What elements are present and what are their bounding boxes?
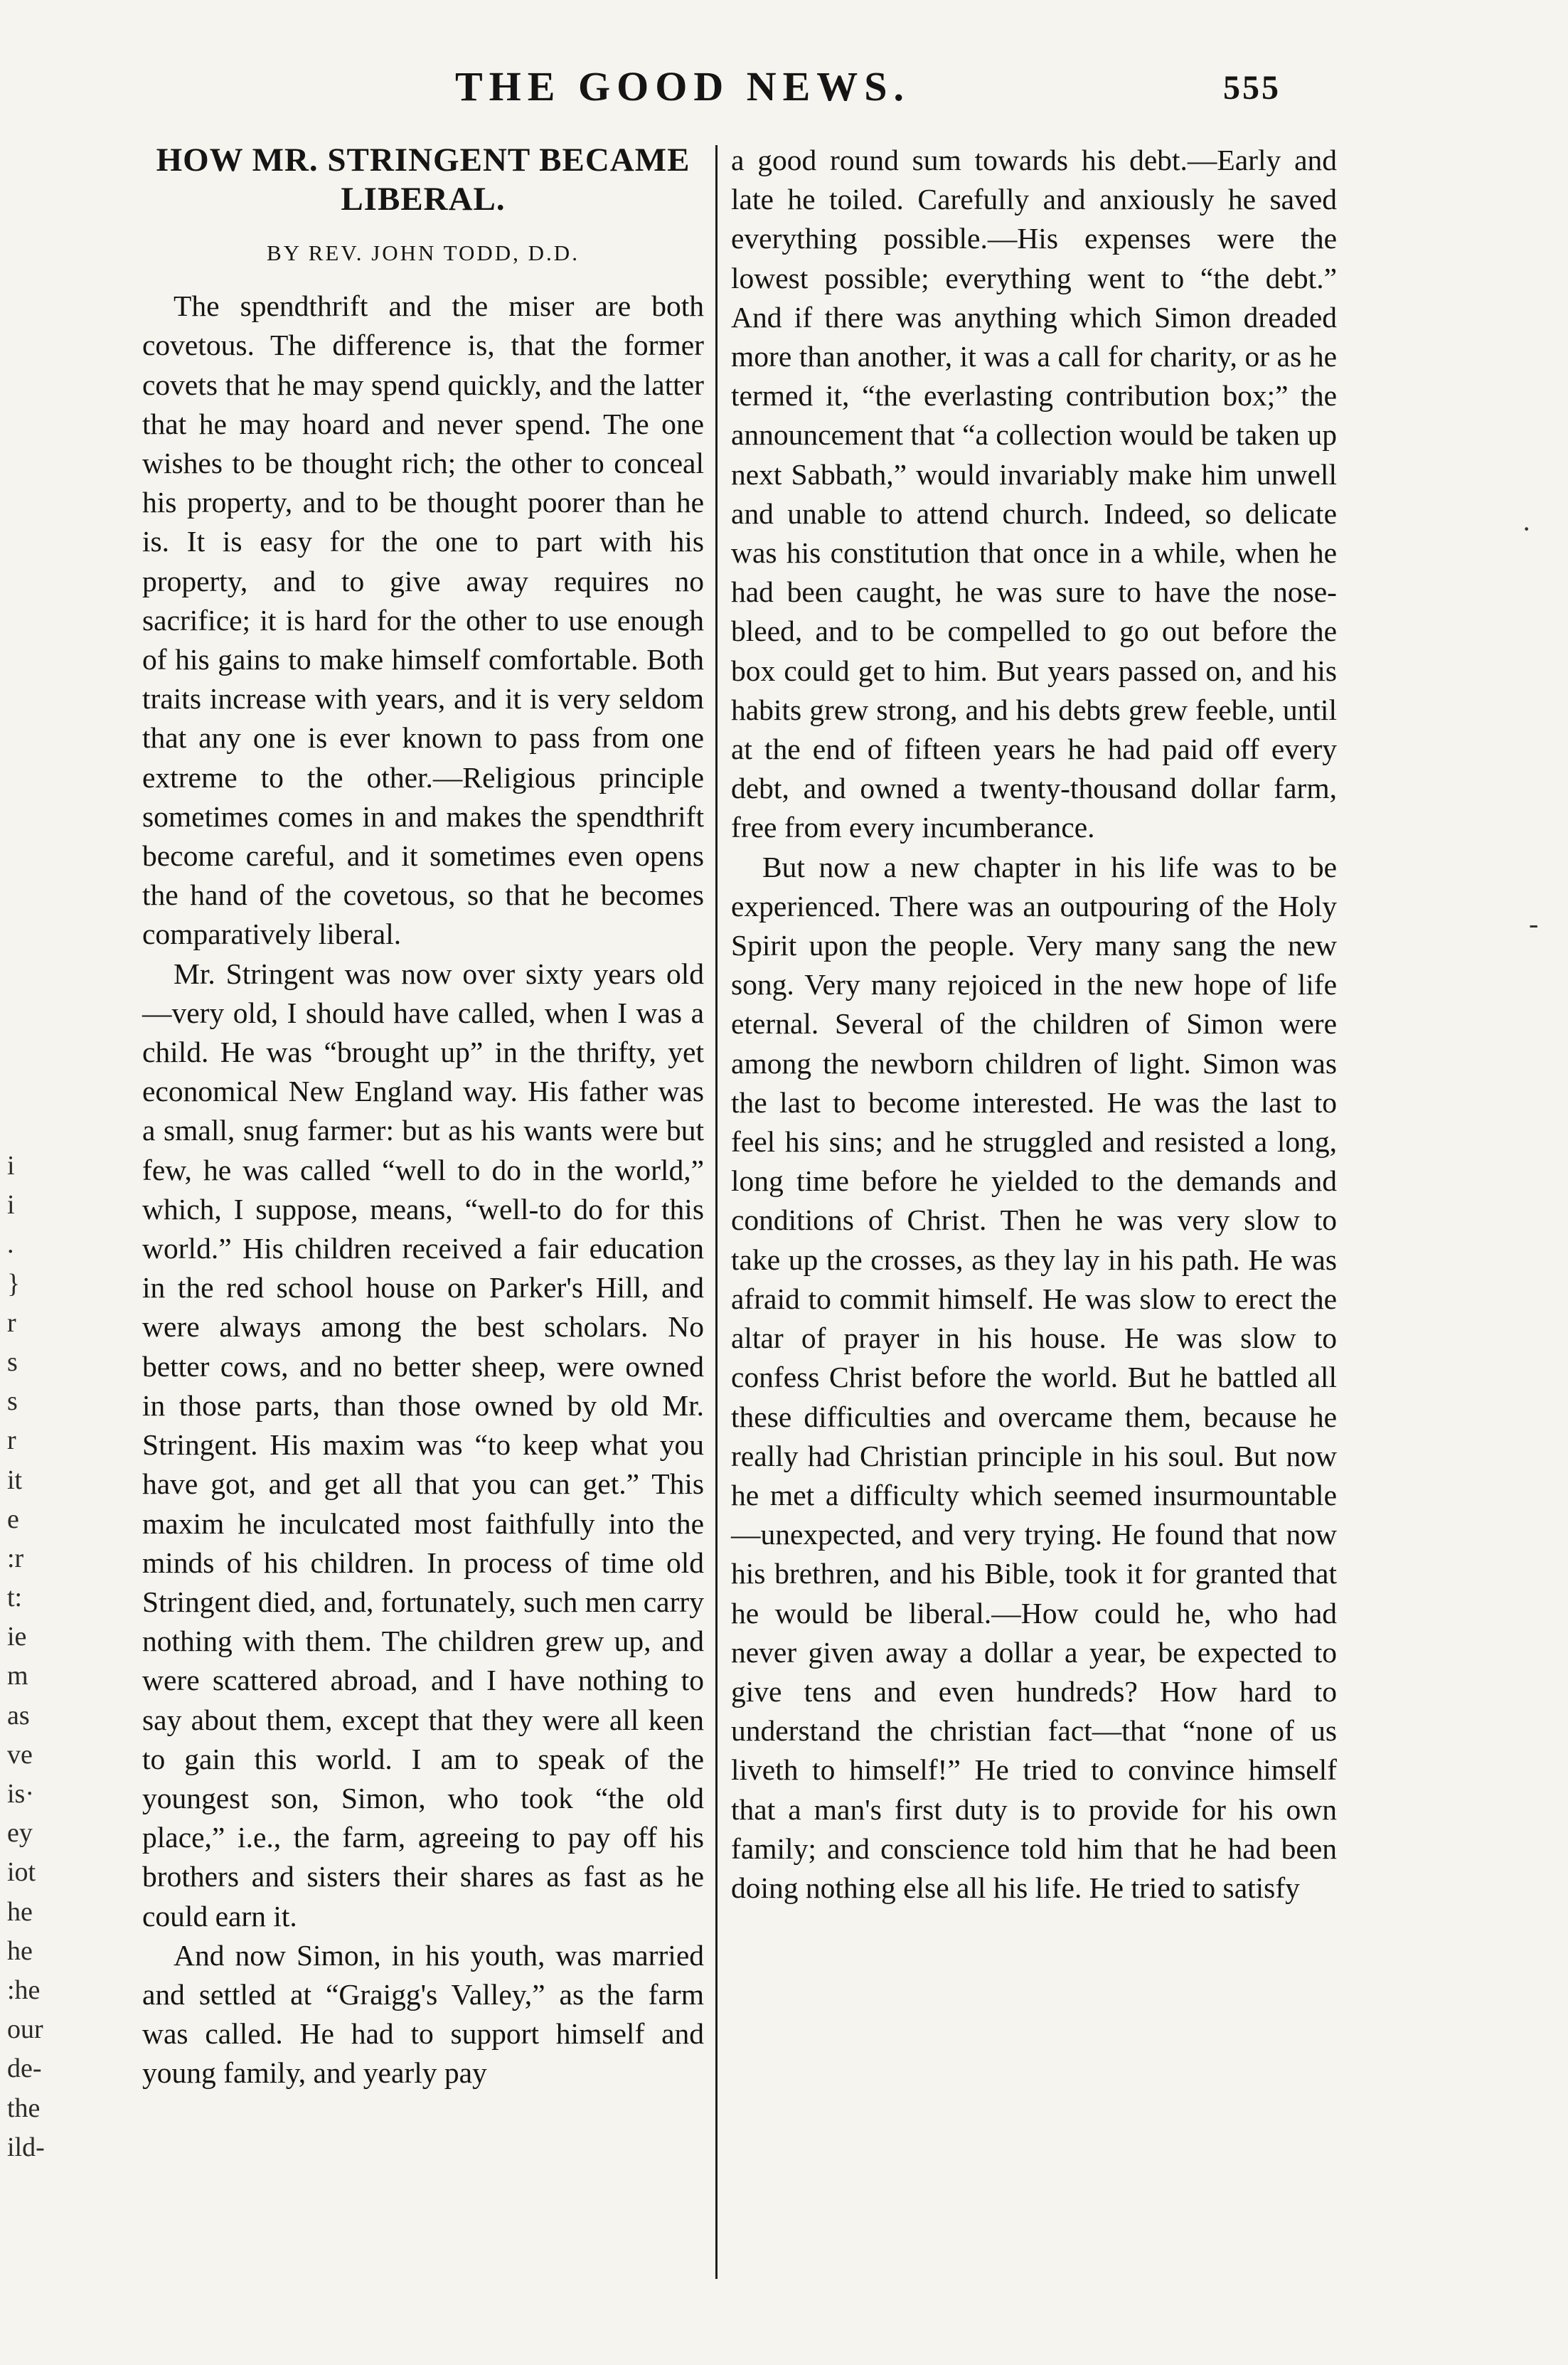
margin-fragment: s [7, 1346, 18, 1377]
margin-fragment: e [7, 1504, 19, 1534]
right-paragraph: But now a new chapter in his life was to be experienced. There was an outpouring of the Holy Spirit upon the people. Very many sang the new song. Very many rejoiced in the new hope of life eternal. Several of the children of Simon were among the newborn children of light. Simon was the last to become interested. He was the last to feel his sins; and he struggled and resisted a long, long time before he yielded to the demands and conditions of Christ. Then he was very slow to take up the crosses, as they lay in his path. He was afraid to commit himself. He was slow to erect the altar of prayer in his house. He was slow to confess Christ before the world. But he battled all these difficulties and overcame them, because he really had Christian principle in his soul. But now he met a difficulty which seemed insurmountable—unexpected, and very trying. He found that now his brethren, and his Bible, took it for granted that he would be liberal.—How could he, who had never given away a dollar a year, be expected to give tens and even hundreds? How hard to understand the christian fact—that “none of us liveth to himself!” He tried to convince himself that a man's first duty is to provide for his own family; and conscience told him that he had been doing nothing else all his life. He tried to satisfy [731, 850, 1337, 1904]
margin-fragment: r [7, 1307, 16, 1338]
margin-fragment: ve [7, 1739, 33, 1770]
right-column [731, 141, 1337, 1908]
left-paragraph: Mr. Stringent was now over sixty years old—very old, I should have called, when I was a child. He was “brought up” in the thrifty, yet economical New England way. His father was a small, snug farmer: but as his wants were but few, he was called “well to do in the world,” which, I suppose, means, “well-to do for this world.” His children received a fair education in the red school house on Parker's Hill, and were always among the best scholars. No better cows, and no better sheep, were owned in those parts, than those owned by old Mr. Stringent. His maxim was “to keep what you have got, and get all that you can get.” This maxim he inculcated most faithfully into the minds of his children. In process of time old Stringent died, and, fortunately, such men carry nothing with them. The children grew up, and were scattered abroad, and I have nothing to say about them, except that they were all keen to gain this world. I am to speak of the youngest son, Simon, who took “the old place,” i.e., the farm, agreeing to pay off his brothers and sisters their shares as fast as he could earn it. [142, 957, 704, 1933]
article-byline: BY REV. JOHN TODD, D.D. [267, 240, 580, 265]
margin-fragment: :he [7, 1975, 41, 2005]
margin-fragment: m [7, 1661, 28, 1691]
margin-fragment: t: [7, 1583, 23, 1613]
column-rule [715, 145, 718, 2279]
margin-fragment: s [7, 1386, 18, 1417]
margin-fragment: i [7, 1190, 15, 1221]
margin-fragment: it [7, 1465, 23, 1495]
left-paragraph: The spendthrift and the miser are both covetous. The difference is, that the former covets that he may spend quickly, and the latter that he may hoard and never spend. The one wishes to be thought rich; the other to conceal his property, and to be thought poorer than he is. It is easy for the one to part with his property, and to give away requires no sacrifice; it is hard for the other to use enough of his gains to make himself comfortable. Both traits increase with years, and it is very seldom that any one is ever known to pass from one extreme to the other.—Religious principle sometimes comes in and makes the spendthrift become careful, and it sometimes even opens the hand of the covetous, so that he becomes comparatively liberal. [142, 289, 704, 951]
right-paragraph-continued: a good round sum towards his debt.—Early and late he toiled. Carefully and anxiously he saved everything possible.—His expenses were the lowest possible; everything went to “the debt.” And if there was anything which Simon dreaded more than another, it was a call for charity, or as he termed it, “the everlasting contribution box;” the announcement that “a collection would be taken up next Sabbath,” would invariably make him unwell and unable to attend church. Indeed, so delicate was his constitution that once in a while, when he had been caught, he was sure to have the nose-bleed, and to be compelled to go out before the box could get to him. But years passed on, and his habits grew strong, and his debts grew feeble, until at the end of fifteen years he had paid off every debt, and owned a twenty-thousand dollar farm, free from every incumberance. [731, 144, 1337, 844]
left-column [142, 141, 704, 2093]
margin-fragment: he [7, 1896, 33, 1927]
margin-fragment: de- [7, 2053, 42, 2084]
margin-fragment: iot [7, 1857, 36, 1888]
margin-fragment: our [7, 2014, 43, 2045]
margin-fragment: . [7, 1229, 14, 1260]
margin-fragment: as [7, 1700, 30, 1731]
left-paragraph: And now Simon, in his youth, was married and settled at “Graigg's Valley,” as the farm was called. He had to support himself and young family, and yearly pay [142, 1938, 704, 2090]
running-head: THE GOOD NEWS. [455, 63, 911, 110]
margin-fragment: } [7, 1268, 21, 1299]
margin-fragment: ey [7, 1818, 33, 1849]
margin-fragment: r [7, 1425, 16, 1456]
margin-speck: · [1522, 513, 1532, 545]
margin-fragment: :r [7, 1543, 24, 1573]
margin-fragment: i [7, 1151, 15, 1181]
adjacent-page-margin-fragments [7, 1147, 57, 2167]
margin-fragment: is· [7, 1779, 34, 1809]
margin-fragment: ild- [7, 2132, 45, 2162]
margin-speck: - [1529, 908, 1539, 940]
margin-fragment: he [7, 1935, 33, 1966]
margin-fragment: ie [7, 1622, 27, 1652]
margin-fragment: the [7, 2093, 41, 2123]
article-title: HOW MR. STRINGENT BECAME LIBERAL. [156, 142, 690, 218]
page-number: 555 [1223, 69, 1281, 107]
